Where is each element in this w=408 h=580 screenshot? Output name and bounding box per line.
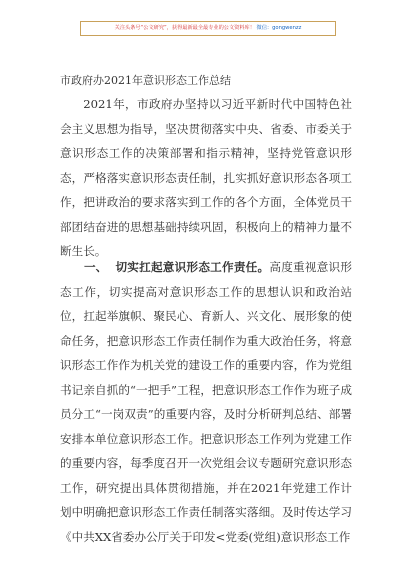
promo-banner-text: 关注头条号“公文研究”，获得最新最全最专业的公文资料库！ — [114, 25, 255, 31]
section-body: 高度重视意识形态工作，切实提高对意识形态工作的思想认识和政治站位，扛起举旗帜、聚民心、育新人、兴文化、展形象的使命任务，把意识形态工作责任制作为重大政治任务，将意识形态工作作为机关党的建设工作的重要内容，作为党组书记亲自抓的“一把手”工程，把意识形态工作作为班子成员分工“一岗双责”的重要内容，及时分析研判总结、部署安排本单位意识形态工作。把意识形态工作列为党建工作的重要内容，每季度召开一次党组会议专题研究意识形态工作，研究提出具体贯彻措施，并在2021年党建工作计划中明确把意识形态工作责任制落实落细。及时传达学习《中共XX省委办公厅关于印发<党委(党组)意识形态工作 — [60, 260, 352, 544]
section-heading: 切实扛起意识形态工作责任。 — [115, 260, 270, 274]
promo-banner-contact: 微信：gongwenzz — [254, 25, 302, 31]
paragraph-section-1 — [60, 255, 352, 549]
document-title: 市政府办2021年意识形态工作总结 — [60, 74, 231, 87]
paragraph-intro: 2021年，市政府办坚持以习近平新时代中国特色社会主义思想为指导，坚决贯彻落实中央、省委、市委关于意识形态工作的决策部署和指示精神，坚持党管意识形态，严格落实意识形态责任制，扎实抓好意识形态各项工作，把讲政治的要求落实到工作的各个方面，全体党员干部团结奋进的思想基础持续巩固，积极向上的精神力量不断生长。 — [60, 97, 352, 258]
promo-banner — [80, 21, 336, 36]
section-number: 一、 — [84, 260, 108, 274]
